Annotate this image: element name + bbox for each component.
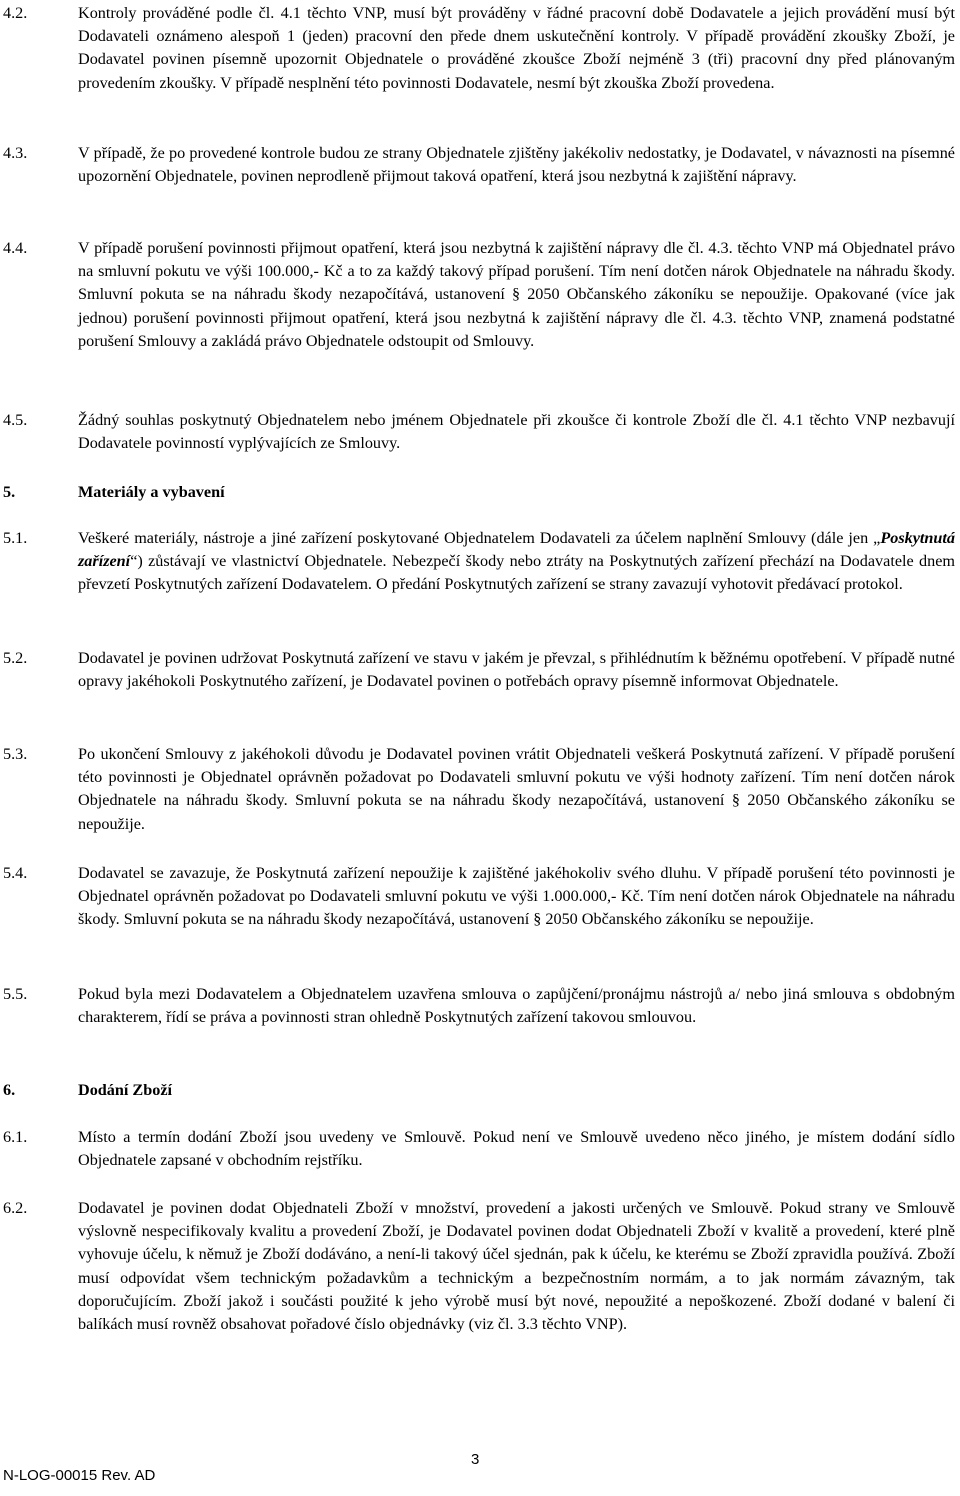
- section-number: 5.4.: [3, 864, 28, 882]
- section-text: Žádný souhlas poskytnutý Objednatelem nebo jménem Objednatele při zkoušce či kontrole Zboží dle čl. 4.1 těchto VNP nezbavují Dodavatele povinností vyplývajících ze Smlouvy.: [78, 411, 955, 453]
- section-text: Dodavatel se zavazuje, že Poskytnutá zařízení nepoužije k zajištěné jakéhokoliv svého dluhu. V případě porušení této povinnosti je Objednatel oprávněn požadovat po Dodavateli smluvní pokutu ve výši 1.000.000,- Kč. Tím není dotčen nárok Objednatele na náhradu škody. Smluvní pokuta se na náhradu škody nezapočítává, ustanovení § 2050 Občanského zákoníku se nepoužije.: [78, 864, 955, 929]
- section-4-4: [0, 237, 960, 353]
- section-4-3: [0, 142, 960, 188]
- section-text: Dodavatel je povinen dodat Objednateli Zboží v množství, provedení a jakosti určených ve Smlouvě. Pokud strany ve Smlouvě výslovně nespecifikovaly kvalitu a provedení Zboží, je Dodavatel povinen dodat Objednateli Zboží v kvalitě a provedení, které plně vyhovuje účelu, k němuž je Zboží dodáváno, a není-li takový účel sjednán, pak k účelu, ke kterému se Zboží zpravidla používá. Zboží musí odpovídat všem technickým požadavkům a technickým a bezpečnostním normám, a to jak normám závazným, tak doporučujícím. Zboží jakož i součásti použité k jeho výrobě musí být nové, nepoužité a nepoškozené. Zboží dodané v balení či balíkách musí rovněž obsahovat pořadové číslo objednávky (viz čl. 3.3 těchto VNP).: [78, 1199, 955, 1334]
- heading-label: Dodání Zboží: [78, 1081, 173, 1099]
- section-text: V případě porušení povinnosti přijmout opatření, která jsou nezbytná k zajištění nápravy dle čl. 4.3. těchto VNP má Objednatel právo na smluvní pokutu ve výši 100.000,- Kč a to za každý takový případ porušení. Tím není dotčen nárok Objednatele na náhradu škody. Smluvní pokuta se na náhradu škody nezapočítává, ustanovení § 2050 Občanského zákoníku se nepoužije. Opakované (více jak jednou) porušení povinnosti přijmout opatření, která jsou nezbytná k zajištění nápravy dle čl. 4.3. těchto VNP, znamená podstatné porušení Smlouvy a zakládá právo Objednatele odstoupit od Smlouvy.: [78, 239, 955, 350]
- section-text: V případě, že po provedené kontrole budou ze strany Objednatele zjištěny jakékoliv nedostatky, je Dodavatel, v návaznosti na písemné upozornění Objednatele, povinen neprodleně přijmout taková opatření, která jsou nezbytná k zajištění nápravy.: [78, 144, 955, 186]
- page-number: 3: [471, 1451, 480, 1468]
- section-text: [78, 527, 955, 597]
- section-number: 4.2.: [3, 4, 28, 22]
- heading-number: 6.: [3, 1081, 16, 1099]
- section-5-5: [0, 983, 960, 1029]
- section-5-2: [0, 647, 960, 693]
- section-text-part-b: “) zůstávají ve vlastnictví Objednatele. Nebezpečí škody nebo ztráty na Poskytnutých zařízení přechází na Dodavatele dnem převzetí Poskytnutých zařízení Dodavatelem. O předání Poskytnutých zařízení se strany zavazují vyhotovit předávací protokol.: [78, 552, 955, 594]
- section-number: 6.1.: [3, 1128, 28, 1146]
- heading-label: Materiály a vybavení: [78, 483, 225, 501]
- section-5-4: [0, 862, 960, 932]
- section-number: 5.3.: [3, 745, 28, 763]
- section-number: 5.2.: [3, 649, 28, 667]
- section-number: 4.4.: [3, 239, 28, 257]
- section-number: 4.5.: [3, 411, 28, 429]
- section-6-1: [0, 1126, 960, 1172]
- heading-number: 5.: [3, 483, 16, 501]
- section-number: 5.1.: [3, 529, 28, 547]
- document-code: N-LOG-00015 Rev. AD: [3, 1467, 156, 1484]
- section-number: 4.3.: [3, 144, 28, 162]
- section-number: 6.2.: [3, 1199, 28, 1217]
- section-text: Pokud byla mezi Dodavatelem a Objednatelem uzavřena smlouva o zapůjčení/pronájmu nástrojů a/ nebo jiná smlouva s obdobným charakterem, řídí se práva a povinnosti stran ohledně Poskytnutých zařízení takovou smlouvou.: [78, 985, 955, 1027]
- section-6-2: [0, 1197, 960, 1336]
- section-number: 5.5.: [3, 985, 28, 1003]
- section-text: Po ukončení Smlouvy z jakéhokoli důvodu je Dodavatel povinen vrátit Objednateli veškerá Poskytnutá zařízení. V případě porušení této povinnosti je Objednatel oprávněn požadovat po Dodavateli smluvní pokutu ve výši hodnoty zařízení. Tím není dotčen nárok Objednatele na náhradu škody. Smluvní pokuta se na náhradu škody nezapočítává, ustanovení § 2050 Občanského zákoníku se nepoužije.: [78, 745, 955, 833]
- section-5-3: [0, 743, 960, 836]
- section-text-part-a: Veškeré materiály, nástroje a jiné zařízení poskytované Objednatelem Dodavateli za účelem naplnění Smlouvy (dále jen „: [78, 529, 881, 547]
- section-text: Kontroly prováděné podle čl. 4.1 těchto VNP, musí být prováděny v řádné pracovní době Dodavatele a jejich provádění musí být Dodavateli oznámeno alespoň 1 (jeden) pracovní den přede dnem uskutečnění kontroly. V případě provádění zkoušky Zboží, je Dodavatel povinen písemně upozornit Objednatele o prováděné zkoušce Zboží nejméně 3 (tři) pracovní dny před plánovaným provedením zkoušky. V případě nesplnění této povinnosti Dodavatele, nesmí být zkouška Zboží provedena.: [78, 4, 955, 92]
- defined-term: Poskytnutá zařízení: [78, 529, 955, 571]
- section-text: Dodavatel je povinen udržovat Poskytnutá zařízení ve stavu v jakém je převzal, s přihlédnutím k běžnému opotřebení. V případě nutné opravy jakéhokoli Poskytnutého zařízení, je Dodavatel povinen o potřebách opravy písemně informovat Objednatele.: [78, 649, 955, 691]
- section-5-1: [0, 527, 960, 597]
- section-text: Místo a termín dodání Zboží jsou uvedeny ve Smlouvě. Pokud není ve Smlouvě uvedeno něco jiného, je místem dodání sídlo Objednatele zapsané v obchodním rejstříku.: [78, 1128, 955, 1170]
- section-4-5: [0, 409, 960, 455]
- section-4-2: [0, 2, 960, 95]
